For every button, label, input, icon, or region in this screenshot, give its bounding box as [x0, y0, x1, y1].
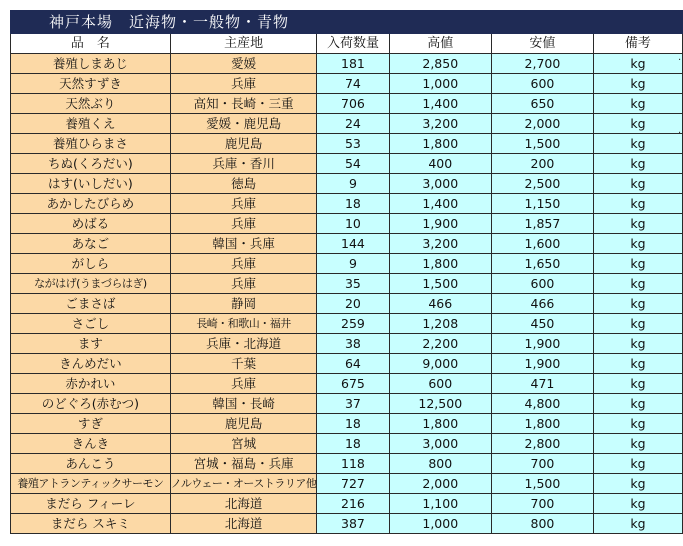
- cell-quantity: 18: [317, 434, 389, 454]
- cell-item-name: きんめだい: [11, 354, 171, 374]
- cell-item-name: のどぐろ(赤むつ): [11, 394, 171, 414]
- cell-origin: 徳島: [170, 174, 317, 194]
- cell-high-price: 1,100: [389, 494, 492, 514]
- cell-quantity: 706: [317, 94, 389, 114]
- header-row: [11, 34, 683, 54]
- cell-item-name: ちぬ(くろだい): [11, 154, 171, 174]
- cell-unit: kg: [593, 254, 682, 274]
- cell-low-price: 1,857: [492, 214, 594, 234]
- cell-high-price: 2,850: [389, 54, 492, 74]
- cell-item-name: めばる: [11, 214, 171, 234]
- cell-origin: 兵庫: [170, 274, 317, 294]
- cell-quantity: 181: [317, 54, 389, 74]
- cell-low-price: 471: [492, 374, 594, 394]
- cell-origin: 鹿児島: [170, 414, 317, 434]
- cell-item-name: 養殖ひらまさ: [11, 134, 171, 154]
- table-row: [11, 114, 683, 134]
- cell-quantity: 216: [317, 494, 389, 514]
- cell-high-price: 1,208: [389, 314, 492, 334]
- table-row: [11, 394, 683, 414]
- cell-high-price: 1,000: [389, 74, 492, 94]
- cell-origin: 兵庫: [170, 374, 317, 394]
- table-row: [11, 194, 683, 214]
- header-high: 高値: [389, 34, 492, 54]
- table-row: [11, 374, 683, 394]
- table-row: [11, 354, 683, 374]
- table-row: [11, 274, 683, 294]
- cell-low-price: 600: [492, 74, 594, 94]
- cell-high-price: 3,000: [389, 434, 492, 454]
- cell-high-price: 1,400: [389, 194, 492, 214]
- cell-high-price: 1,900: [389, 214, 492, 234]
- cell-quantity: 9: [317, 174, 389, 194]
- cell-low-price: 1,600: [492, 234, 594, 254]
- table-row: [11, 134, 683, 154]
- margin-mark: ·: [678, 128, 682, 139]
- cell-origin: 高知・長崎・三重: [170, 94, 317, 114]
- table-row: [11, 254, 683, 274]
- table-row: [11, 234, 683, 254]
- cell-unit: kg: [593, 494, 682, 514]
- cell-item-name: あんこう: [11, 454, 171, 474]
- header-name: 品 名: [11, 34, 171, 54]
- cell-item-name: あなご: [11, 234, 171, 254]
- cell-high-price: 2,200: [389, 334, 492, 354]
- cell-item-name: すぎ: [11, 414, 171, 434]
- cell-origin: 兵庫・香川: [170, 154, 317, 174]
- cell-origin: 愛媛: [170, 54, 317, 74]
- cell-high-price: 400: [389, 154, 492, 174]
- cell-unit: kg: [593, 274, 682, 294]
- header-origin: 主産地: [170, 34, 317, 54]
- cell-item-name: 養殖アトランティックサーモン: [11, 474, 171, 494]
- cell-item-name: ながはげ(うまづらはぎ): [11, 274, 171, 294]
- cell-low-price: 800: [492, 514, 594, 534]
- cell-quantity: 9: [317, 254, 389, 274]
- cell-origin: 北海道: [170, 514, 317, 534]
- cell-quantity: 54: [317, 154, 389, 174]
- table-row: [11, 494, 683, 514]
- cell-high-price: 600: [389, 374, 492, 394]
- cell-item-name: がしら: [11, 254, 171, 274]
- cell-high-price: 800: [389, 454, 492, 474]
- cell-unit: kg: [593, 374, 682, 394]
- cell-unit: kg: [593, 114, 682, 134]
- cell-item-name: ごまさば: [11, 294, 171, 314]
- cell-low-price: 1,800: [492, 414, 594, 434]
- cell-quantity: 64: [317, 354, 389, 374]
- cell-low-price: 1,500: [492, 474, 594, 494]
- cell-low-price: 1,500: [492, 134, 594, 154]
- cell-quantity: 727: [317, 474, 389, 494]
- cell-low-price: 200: [492, 154, 594, 174]
- cell-unit: kg: [593, 94, 682, 114]
- cell-quantity: 24: [317, 114, 389, 134]
- cell-quantity: 18: [317, 414, 389, 434]
- table-row: [11, 54, 683, 74]
- cell-origin: 宮城: [170, 434, 317, 454]
- cell-item-name: 天然ぶり: [11, 94, 171, 114]
- cell-unit: kg: [593, 214, 682, 234]
- table-row: [11, 214, 683, 234]
- cell-low-price: 600: [492, 274, 594, 294]
- cell-low-price: 1,900: [492, 354, 594, 374]
- cell-origin: 兵庫: [170, 214, 317, 234]
- table-row: [11, 174, 683, 194]
- table-row: [11, 74, 683, 94]
- cell-unit: kg: [593, 434, 682, 454]
- cell-low-price: 450: [492, 314, 594, 334]
- cell-unit: kg: [593, 134, 682, 154]
- cell-unit: kg: [593, 314, 682, 334]
- cell-unit: kg: [593, 394, 682, 414]
- title-row: [11, 11, 683, 34]
- cell-high-price: 1,800: [389, 134, 492, 154]
- cell-origin: 宮城・福島・兵庫: [170, 454, 317, 474]
- margin-mark: ·: [678, 55, 682, 66]
- cell-low-price: 2,000: [492, 114, 594, 134]
- page-title: 神戸本場 近海物・一般物・青物: [11, 11, 683, 34]
- cell-origin: 兵庫: [170, 194, 317, 214]
- cell-high-price: 1,000: [389, 514, 492, 534]
- table-row: [11, 94, 683, 114]
- cell-origin: 千葉: [170, 354, 317, 374]
- cell-quantity: 37: [317, 394, 389, 414]
- price-table: [10, 10, 683, 534]
- cell-item-name: 養殖くえ: [11, 114, 171, 134]
- cell-unit: kg: [593, 354, 682, 374]
- cell-high-price: 9,000: [389, 354, 492, 374]
- cell-high-price: 1,800: [389, 414, 492, 434]
- cell-quantity: 144: [317, 234, 389, 254]
- cell-low-price: 700: [492, 454, 594, 474]
- header-low: 安値: [492, 34, 594, 54]
- cell-quantity: 38: [317, 334, 389, 354]
- cell-unit: kg: [593, 514, 682, 534]
- cell-low-price: 650: [492, 94, 594, 114]
- cell-item-name: ます: [11, 334, 171, 354]
- cell-low-price: 466: [492, 294, 594, 314]
- cell-high-price: 12,500: [389, 394, 492, 414]
- table-row: [11, 314, 683, 334]
- cell-item-name: きんき: [11, 434, 171, 454]
- cell-unit: kg: [593, 294, 682, 314]
- cell-quantity: 387: [317, 514, 389, 534]
- cell-high-price: 1,400: [389, 94, 492, 114]
- cell-unit: kg: [593, 454, 682, 474]
- cell-origin: 鹿児島: [170, 134, 317, 154]
- cell-unit: kg: [593, 74, 682, 94]
- cell-item-name: まだら スキミ: [11, 514, 171, 534]
- header-quantity: 入荷数量: [317, 34, 389, 54]
- cell-quantity: 35: [317, 274, 389, 294]
- cell-unit: kg: [593, 474, 682, 494]
- cell-origin: 兵庫: [170, 74, 317, 94]
- cell-item-name: 赤かれい: [11, 374, 171, 394]
- cell-item-name: 天然すずき: [11, 74, 171, 94]
- cell-quantity: 675: [317, 374, 389, 394]
- cell-high-price: 466: [389, 294, 492, 314]
- header-unit: 備考: [593, 34, 682, 54]
- cell-origin: 兵庫: [170, 254, 317, 274]
- cell-unit: kg: [593, 194, 682, 214]
- table-row: [11, 294, 683, 314]
- cell-low-price: 2,700: [492, 54, 594, 74]
- cell-origin: 韓国・長崎: [170, 394, 317, 414]
- cell-item-name: あかしたびらめ: [11, 194, 171, 214]
- cell-unit: kg: [593, 54, 682, 74]
- cell-unit: kg: [593, 334, 682, 354]
- cell-low-price: 1,650: [492, 254, 594, 274]
- table-row: [11, 414, 683, 434]
- cell-low-price: 4,800: [492, 394, 594, 414]
- cell-low-price: 700: [492, 494, 594, 514]
- cell-high-price: 2,000: [389, 474, 492, 494]
- cell-high-price: 3,200: [389, 234, 492, 254]
- cell-item-name: 養殖しまあじ: [11, 54, 171, 74]
- cell-unit: kg: [593, 154, 682, 174]
- cell-item-name: はす(いしだい): [11, 174, 171, 194]
- cell-high-price: 3,000: [389, 174, 492, 194]
- cell-quantity: 259: [317, 314, 389, 334]
- cell-low-price: 2,800: [492, 434, 594, 454]
- cell-low-price: 2,500: [492, 174, 594, 194]
- cell-origin: 長崎・和歌山・福井: [170, 314, 317, 334]
- cell-origin: ノルウェー・オーストラリア他: [170, 474, 317, 494]
- cell-quantity: 53: [317, 134, 389, 154]
- table-row: [11, 474, 683, 494]
- cell-unit: kg: [593, 174, 682, 194]
- table-row: [11, 154, 683, 174]
- cell-quantity: 74: [317, 74, 389, 94]
- cell-quantity: 10: [317, 214, 389, 234]
- cell-unit: kg: [593, 234, 682, 254]
- cell-origin: 愛媛・鹿児島: [170, 114, 317, 134]
- cell-low-price: 1,900: [492, 334, 594, 354]
- table-row: [11, 514, 683, 534]
- cell-unit: kg: [593, 414, 682, 434]
- cell-high-price: 1,500: [389, 274, 492, 294]
- table-row: [11, 454, 683, 474]
- table-row: [11, 334, 683, 354]
- cell-quantity: 18: [317, 194, 389, 214]
- cell-quantity: 118: [317, 454, 389, 474]
- cell-quantity: 20: [317, 294, 389, 314]
- cell-origin: 兵庫・北海道: [170, 334, 317, 354]
- table-row: [11, 434, 683, 454]
- cell-high-price: 1,800: [389, 254, 492, 274]
- cell-origin: 静岡: [170, 294, 317, 314]
- cell-low-price: 1,150: [492, 194, 594, 214]
- cell-origin: 韓国・兵庫: [170, 234, 317, 254]
- cell-item-name: さごし: [11, 314, 171, 334]
- cell-high-price: 3,200: [389, 114, 492, 134]
- cell-origin: 北海道: [170, 494, 317, 514]
- cell-item-name: まだら フィーレ: [11, 494, 171, 514]
